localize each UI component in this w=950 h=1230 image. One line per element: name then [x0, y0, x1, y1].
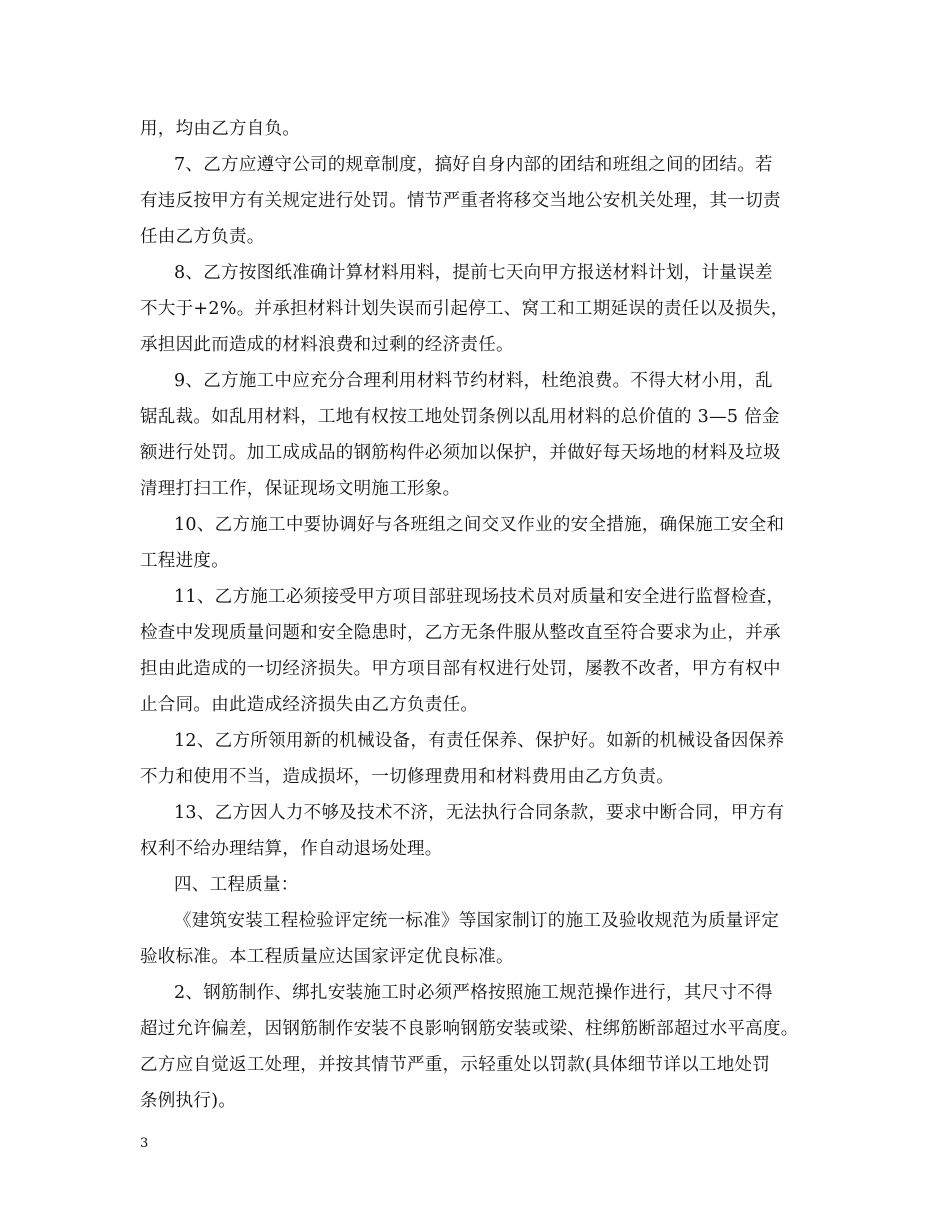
text-line: 条例执行)。 — [140, 1091, 237, 1111]
text-line: 工程进度。 — [140, 551, 229, 571]
text-line: 有违反按甲方有关规定进行处罚。情节严重者将移交当地公安机关处理，其一切责 — [140, 191, 781, 211]
text-line: 不力和使用不当，造成损坏，一切修理费用和材料费用由乙方负责。 — [140, 767, 674, 787]
text-line: 7、乙方应遵守公司的规章制度，搞好自身内部的团结和班组之间的团结。若 — [174, 155, 773, 175]
text-line: 不大于+2%。并承担材料计划失误而引起停工、窝工和工期延误的责任以及损失， — [140, 299, 789, 319]
text-line: 11、乙方施工必须接受甲方项目部驻现场技术员对质量和安全进行监督检查， — [174, 587, 785, 607]
text-line: 13、乙方因人力不够及技术不济，无法执行合同条款，要求中断合同，甲方有 — [174, 803, 785, 823]
text-line: 检查中发现质量问题和安全隐患时，乙方无条件服从整改直至符合要求为止，并承 — [140, 623, 781, 643]
text-line: 《建筑安装工程检验评定统一标准》等国家制订的施工及验收规范为质量评定 — [174, 911, 780, 931]
text-line: 锯乱裁。如乱用材料，工地有权按工地处罚条例以乱用材料的总价值的 3—5 倍金 — [140, 407, 780, 427]
text-line: 9、乙方施工中应充分合理利用材料节约材料，杜绝浪费。不得大材小用，乱 — [174, 371, 773, 391]
page-number: 3 — [140, 1136, 149, 1151]
text-line: 2、钢筋制作、绑扎安装施工时必须严格按照施工规范操作进行，其尺寸不得 — [174, 983, 773, 1003]
text-line: 额进行处罚。加工成成品的钢筋构件必须加以保护，并做好每天场地的材料及垃圾 — [140, 443, 781, 463]
text-line: 乙方应自觉返工处理，并按其情节严重，示轻重处以罚款(具体细节详以工地处罚 — [140, 1055, 771, 1075]
text-line: 清理打扫工作，保证现场文明施工形象。 — [140, 479, 461, 499]
text-line: 担由此造成的一切经济损失。甲方项目部有权进行处罚，屡教不改者，甲方有权中 — [140, 659, 781, 679]
text-line: 任由乙方负责。 — [140, 227, 265, 247]
text-line: 用，均由乙方自负。 — [140, 119, 301, 139]
text-line: 8、乙方按图纸准确计算材料用料，提前七天向甲方报送材料计划，计量误差 — [174, 263, 773, 283]
text-line: 止合同。由此造成经济损失由乙方负责任。 — [140, 695, 479, 715]
text-line: 12、乙方所领用新的机械设备，有责任保养、保护好。如新的机械设备因保养 — [174, 731, 785, 751]
text-line: 10、乙方施工中要协调好与各班组之间交叉作业的安全措施，确保施工安全和 — [174, 515, 785, 535]
text-line: 验收标准。本工程质量应达国家评定优良标准。 — [140, 947, 514, 967]
section-heading: 四、工程质量： — [174, 875, 299, 895]
text-line: 权利不给办理结算，作自动退场处理。 — [140, 839, 443, 859]
text-line: 超过允许偏差，因钢筋制作安装不良影响钢筋安装或梁、柱绑筋断部超过水平高度。 — [140, 1019, 799, 1039]
text-line: 承担因此而造成的材料浪费和过剩的经济责任。 — [140, 335, 514, 355]
